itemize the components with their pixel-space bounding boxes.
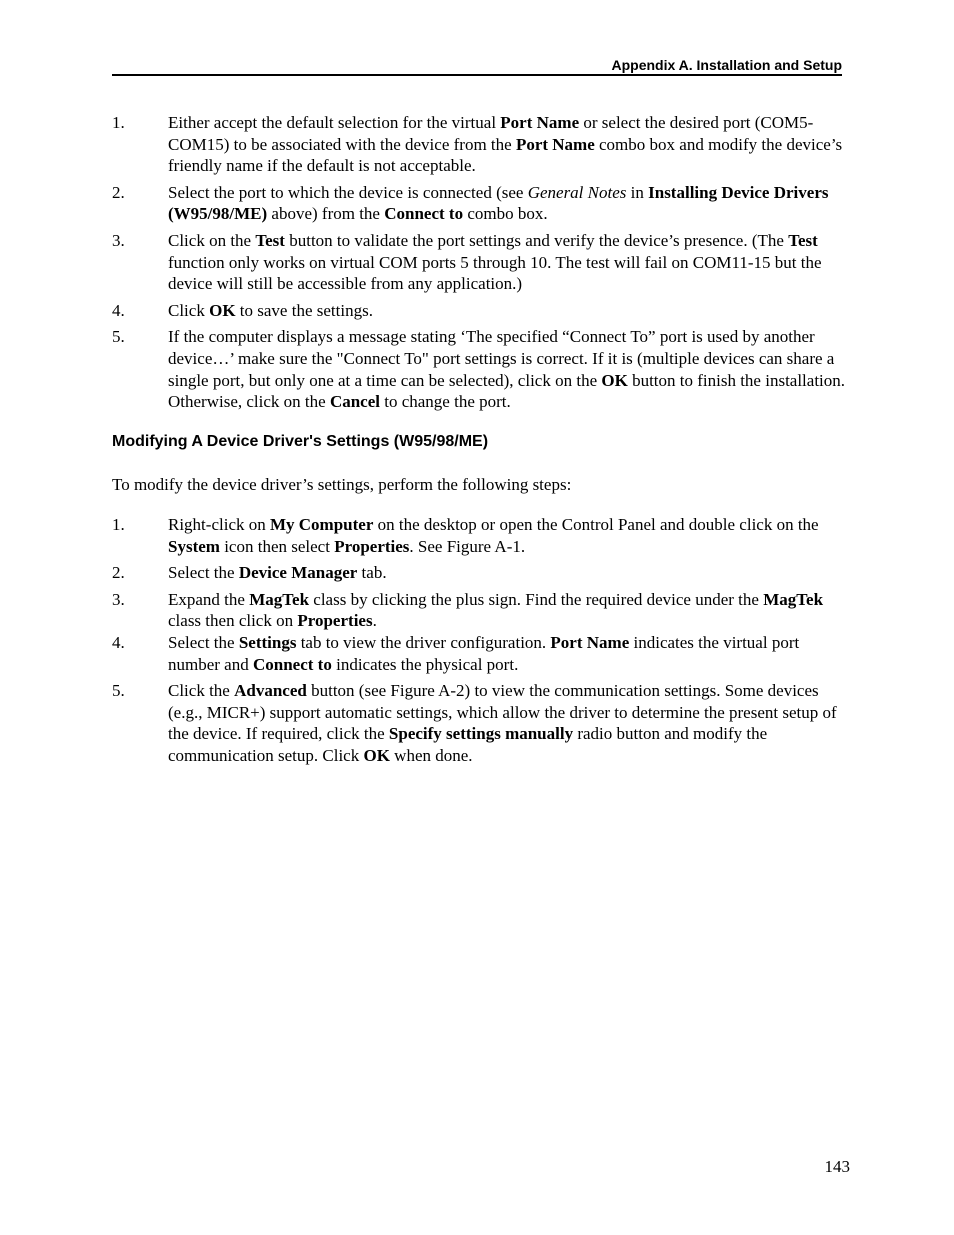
text-run: icon then select [219,536,335,556]
list-item-text [168,183,828,224]
text-run: indicates the physical port. [331,654,519,674]
text-run: If the computer displays a message stating ‘The specified “Connect To” port is used by another device…’ make sure the "Connect To" port settings is correct. If it is (multiple devices can share a single port, but only one at a time can be selected), click on the [168,327,835,390]
bold-term: Installing Device Drivers (W95/98/ME) [168,182,829,224]
text-run: or select the desired port (COM5-COM15) to be associated with the device from the [168,113,814,154]
list-item-text [168,633,799,674]
modify-settings-steps-list [112,514,847,767]
list-item-text [168,515,819,556]
page-number: 143 [824,1157,850,1176]
bold-term: My Computer [269,515,374,534]
text-run: to save the settings. [235,300,373,320]
bold-term: Test [788,230,818,250]
bold-term: Settings [238,632,297,652]
text-run: Right-click on [168,515,270,534]
text-run: class by clicking the plus sign. Find the required device under the [309,589,764,609]
list-item-text [168,563,387,582]
running-header [112,56,842,76]
text-run: Select the port to which the device is connected (see [168,182,528,202]
bold-term: Port Name [500,113,580,132]
text-run: above) from the [267,204,385,224]
list-item [112,632,847,675]
section-intro: To modify the device driver’s settings, perform the following steps: [112,475,572,494]
text-run: Either accept the default selection for the virtual [168,113,501,132]
list-item-number: 4. [112,300,125,320]
list-item-number: 3. [112,230,125,250]
section-heading: Modifying A Device Driver's Settings (W95/98/ME) [112,433,489,450]
list-item [112,230,847,295]
list-item-number: 5. [112,327,125,347]
text-run: in [626,182,649,202]
text-run: Expand the [168,589,250,609]
installation-steps-list [112,112,847,413]
bold-term: Test [255,230,285,250]
text-run: combo box and modify the device’s friendly name if the default is not acceptable. [168,134,843,176]
text-run: tab to view the driver configuration. [296,632,551,652]
list-item-text [168,231,822,293]
text-run: to change the port. [379,392,511,412]
list-item [112,680,847,766]
text-run: indicates the virtual port number and [168,632,800,674]
text-run: on the desktop or open the Control Panel and double click on the [373,515,819,534]
text-run: . [372,611,377,631]
bold-term: Port Name [515,134,595,154]
list-item [112,514,847,557]
bold-term: Properties [334,536,410,556]
text-run: button (see Figure A-2) to view the communication settings. Some devices (e.g., MICR+) support automatic settings, which allow the driver to determine the present setup of the device. If required, click the [168,681,837,744]
text-run: Select the [168,563,239,583]
text-run: combo box. [463,204,548,224]
list-item [112,112,847,177]
list-item [112,589,847,632]
bold-term: OK [363,745,390,765]
bold-term: OK [601,370,628,390]
list-item-number: 1. [112,515,125,534]
bold-term: Properties [297,611,373,631]
list-item-text [168,301,373,320]
running-header-title: Appendix A. Installation and Setup [611,57,842,73]
bold-term: MagTek [763,589,824,609]
list-item-number: 2. [112,563,125,583]
bold-term: OK [209,300,236,320]
list-item-number: 4. [112,632,125,652]
text-run: Select the [168,632,239,652]
list-item-text [168,113,842,175]
list-item-text [168,327,845,411]
text-run: radio button and modify the communication setup. Click [168,724,768,765]
text-run: when done. [389,745,473,765]
text-run: tab. [357,563,387,583]
text-run: function only works on virtual COM ports 5 through 10. The test will fail on COM11-15 but the device will still be accessible from any application.) [168,252,822,294]
text-run: button to validate the port settings and verify the device’s presence. (The [284,230,789,250]
bold-term: Device Manager [238,563,358,583]
list-item-number: 1. [112,113,125,132]
text-run: button to finish the installation. Otherwise, click on the [168,370,846,412]
text-run: . See Figure A-1. [409,536,526,556]
text-run: Click [168,300,210,320]
italic-term: General Notes [527,182,627,202]
list-item [112,300,847,322]
bold-term: MagTek [249,589,310,609]
list-item-number: 5. [112,681,125,701]
bold-term: Advanced [234,681,307,701]
text-run: Click on the [168,230,256,250]
list-item-number: 2. [112,182,125,202]
list-item-number: 3. [112,589,125,609]
bold-term: Connect to [384,204,464,224]
bold-term: Cancel [329,392,380,412]
list-item-text [168,590,823,631]
bold-term: Port Name [550,632,630,652]
text-run: Click the [168,681,235,701]
text-run: class then click on [168,611,298,631]
list-item [112,182,847,225]
bold-term: System [168,536,220,556]
list-item [112,326,847,412]
list-item-text [168,681,837,765]
bold-term: Specify settings manually [388,724,574,744]
bold-term: Connect to [252,654,332,674]
list-item [112,562,847,584]
